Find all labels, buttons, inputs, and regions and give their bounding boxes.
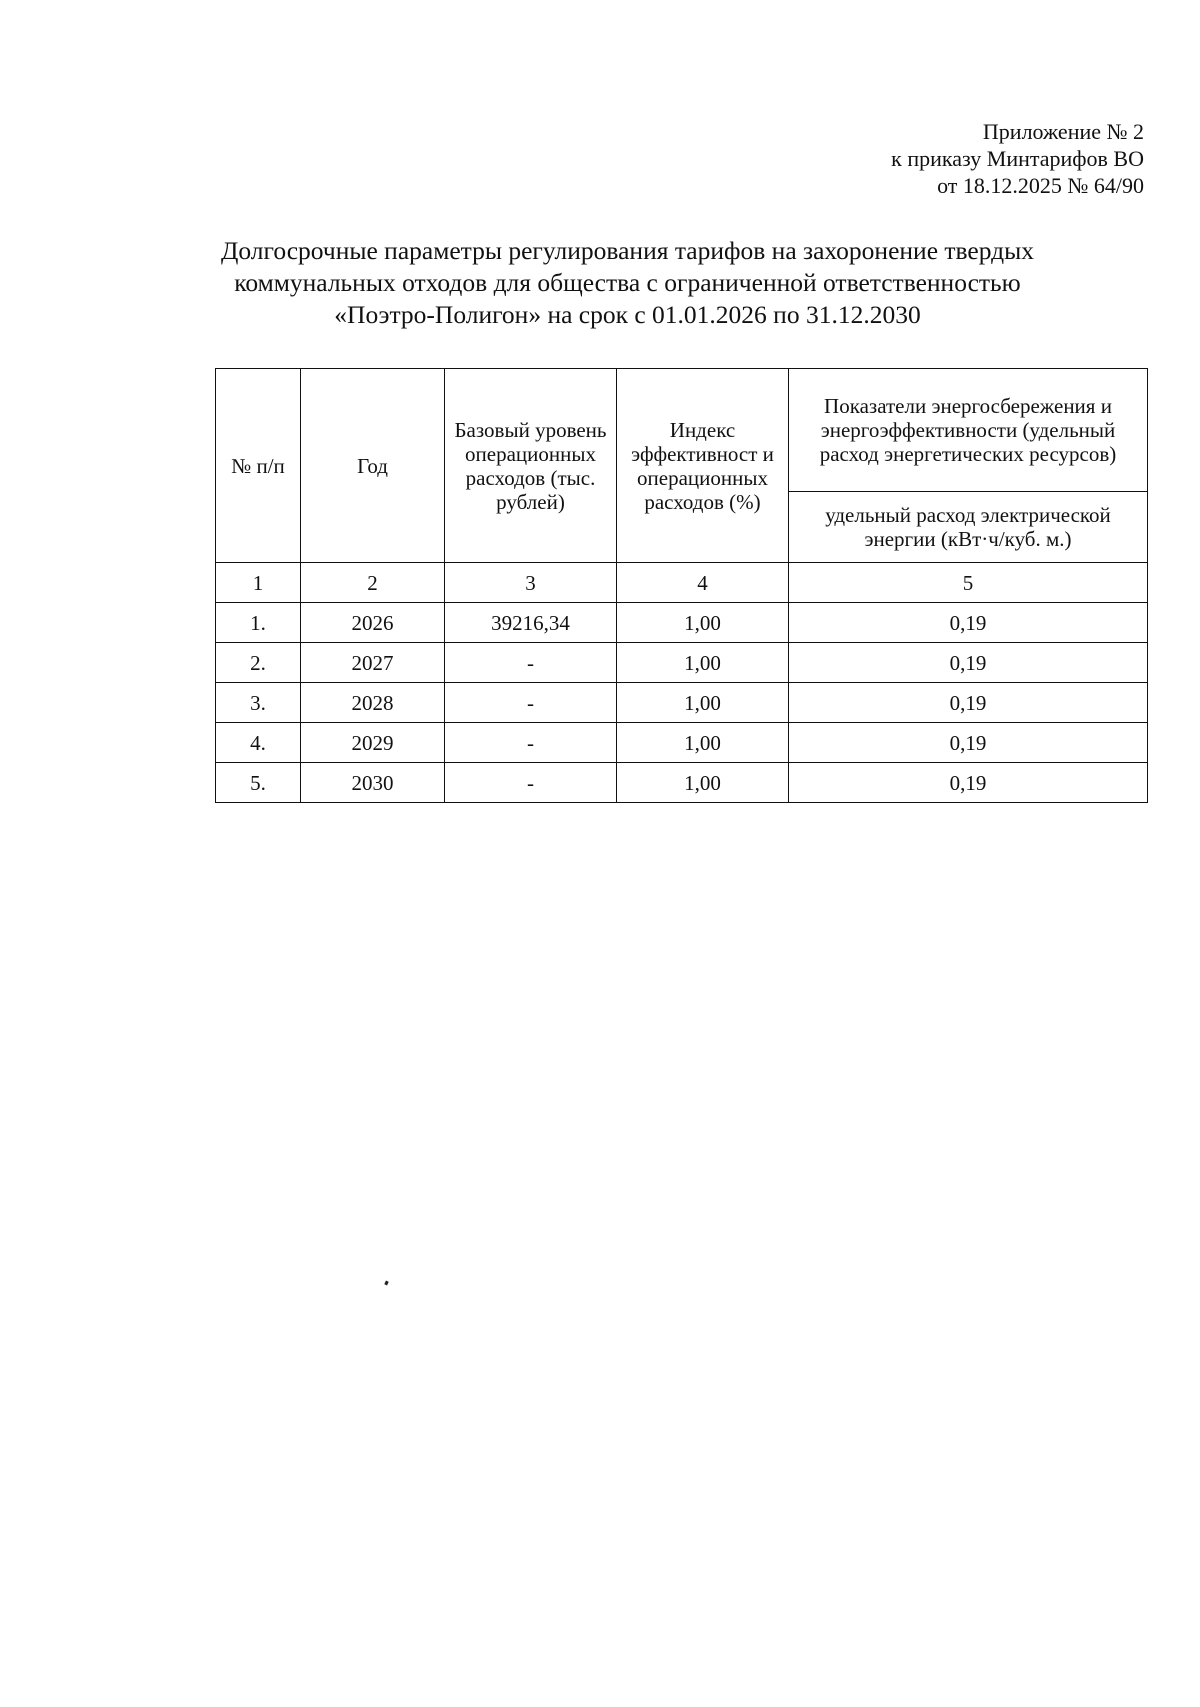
appendix-number: Приложение № 2 [982, 119, 1144, 144]
cell-num: 1. [216, 603, 301, 643]
cell-base-level: - [445, 643, 617, 683]
cell-efficiency-index: 1,00 [617, 763, 789, 803]
column-number: 3 [445, 563, 617, 603]
cell-base-level: - [445, 763, 617, 803]
cell-efficiency-index: 1,00 [617, 643, 789, 683]
cell-energy: 0,19 [789, 683, 1148, 723]
cell-year: 2030 [301, 763, 445, 803]
cell-efficiency-index: 1,00 [617, 723, 789, 763]
table-row [216, 763, 1148, 803]
document-title [160, 235, 1095, 331]
column-number: 5 [789, 563, 1148, 603]
cell-num: 4. [216, 723, 301, 763]
cell-energy: 0,19 [789, 643, 1148, 683]
cell-year: 2026 [301, 603, 445, 643]
cell-efficiency-index: 1,00 [617, 603, 789, 643]
table-row [216, 603, 1148, 643]
column-number: 2 [301, 563, 445, 603]
column-number: 4 [617, 563, 789, 603]
table-row [216, 723, 1148, 763]
header-efficiency-index: Индекс эффективност и операционных расходов (%) [617, 369, 789, 563]
scan-speck [384, 1281, 388, 1286]
column-number-row [216, 563, 1148, 603]
cell-year: 2027 [301, 643, 445, 683]
appendix-header [891, 118, 1144, 199]
cell-base-level: - [445, 683, 617, 723]
table-row [216, 643, 1148, 683]
appendix-order-date: от 18.12.2025 № 64/90 [937, 173, 1144, 198]
cell-efficiency-index: 1,00 [617, 683, 789, 723]
header-energy-group: Показатели энергосбережения и энергоэффективности (удельный расход энергетических ресурсов) [789, 369, 1148, 492]
title-line-3: «Поэтро-Полигон» на срок с 01.01.2026 по 31.12.2030 [334, 300, 921, 329]
title-line-1: Долгосрочные параметры регулирования тарифов на захоронение твердых [220, 236, 1035, 265]
cell-energy: 0,19 [789, 763, 1148, 803]
header-energy-sub: удельный расход электрической энергии (кВт·ч/куб. м.) [789, 492, 1148, 563]
cell-num: 2. [216, 643, 301, 683]
table-row [216, 683, 1148, 723]
header-base-level: Базовый уровень операционных расходов (тыс. рублей) [445, 369, 617, 563]
parameters-table [215, 368, 1148, 803]
cell-base-level: - [445, 723, 617, 763]
header-year: Год [301, 369, 445, 563]
cell-base-level: 39216,34 [445, 603, 617, 643]
cell-energy: 0,19 [789, 723, 1148, 763]
cell-energy: 0,19 [789, 603, 1148, 643]
column-number: 1 [216, 563, 301, 603]
cell-year: 2028 [301, 683, 445, 723]
cell-num: 3. [216, 683, 301, 723]
appendix-order-ref: к приказу Минтарифов ВО [891, 146, 1144, 171]
title-line-2: коммунальных отходов для общества с ограниченной ответственностью [234, 268, 1021, 297]
header-num: № п/п [216, 369, 301, 563]
cell-year: 2029 [301, 723, 445, 763]
cell-num: 5. [216, 763, 301, 803]
